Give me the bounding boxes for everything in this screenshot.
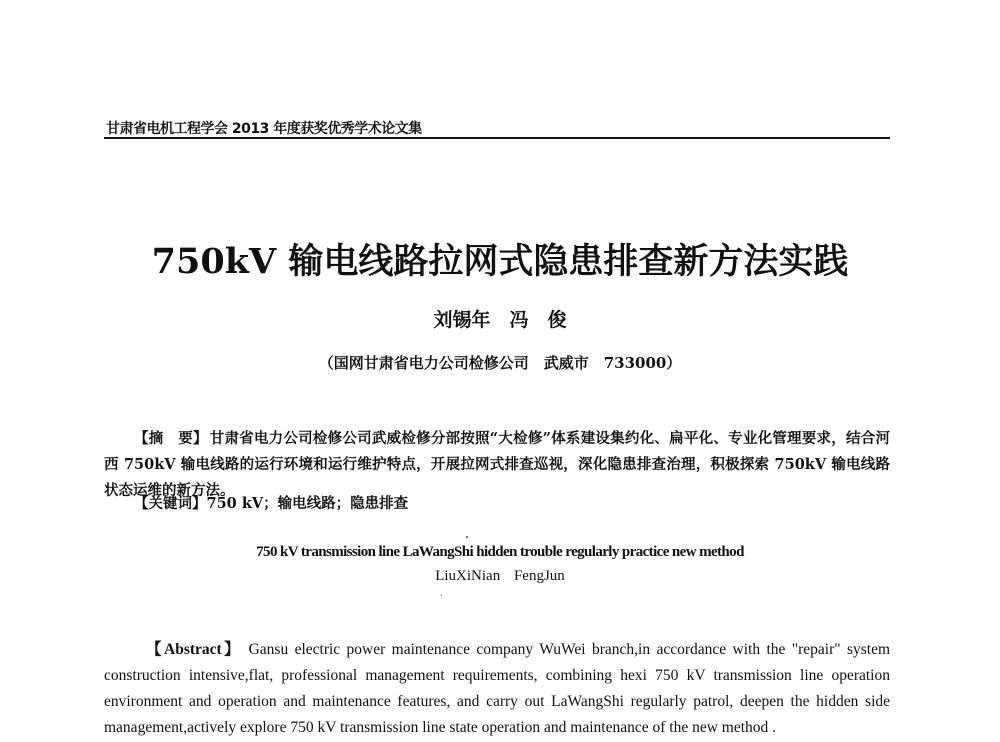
english-title: 750 kV transmission line LaWangShi hidden trouble regularly practice new method: [256, 544, 744, 560]
abstract-english: [104, 637, 890, 741]
paper-title: 750kV 输电线路拉网式隐患排查新方法实践: [151, 241, 849, 282]
scan-speck: [466, 536, 468, 538]
affiliation: （国网甘肃省电力公司检修公司 武威市 733000）: [318, 354, 682, 372]
abstract-english-label: 【Abstract】: [146, 640, 243, 658]
header-rule: [104, 137, 890, 139]
abstract-chinese-text: 甘肃省电力公司检修公司武威检修分部按照“大检修”体系建设集约化、扁平化、专业化管理要求，结合河西 750kV 输电线路的运行环境和运行维护特点，开展拉网式排查巡视，深化隐患排查治理，积极探索 750kV 输电线路状态运维的新方法。: [104, 429, 891, 499]
scan-speck: [441, 595, 442, 596]
abstract-english-text: Gansu electric power maintenance company WuWei branch,in accordance with the "repair" system construction intensive,flat, professional management requirements, combining hexi 750 kV transmission line operation environment and operation and maintenance features, and carry out LaWangShi regularly patrol, deepen the hidden side management,actively explore 750 kV transmission line state operation and maintenance of the new method .: [104, 640, 891, 736]
abstract-chinese-label: 【摘 要】: [134, 429, 208, 447]
keywords-chinese-label: 【关键词】: [134, 495, 207, 512]
authors-chinese: 刘锡年 冯 俊: [433, 309, 567, 331]
keywords-chinese: [134, 492, 408, 513]
running-header: 甘肃省电机工程学会 2013 年度获奖优秀学术论文集: [106, 121, 422, 137]
keywords-chinese-text: 750 kV；输电线路；隐患排查: [206, 495, 409, 512]
english-authors: LiuXiNian FengJun: [435, 568, 565, 584]
